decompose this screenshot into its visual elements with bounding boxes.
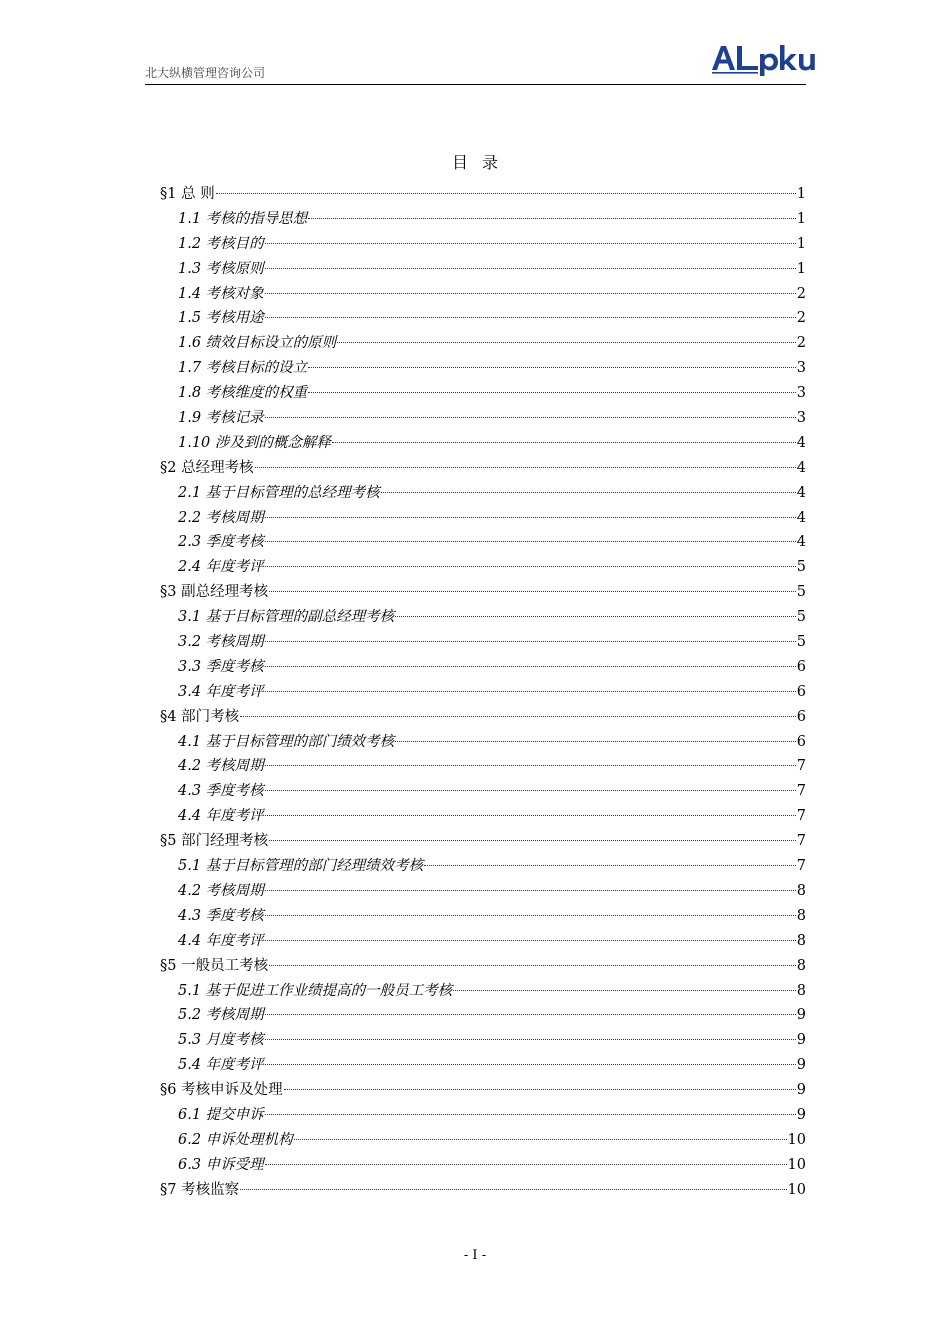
- toc-entry-page: 8: [796, 882, 806, 899]
- toc-entry-page: 2: [796, 335, 806, 352]
- toc-entry-page: 9: [796, 1057, 806, 1074]
- toc-entry-title: 4.1 基于目标管理的部门绩效考核: [178, 733, 395, 750]
- toc-section-entry[interactable]: [160, 555, 806, 580]
- toc-chapter-entry[interactable]: [160, 456, 806, 481]
- toc-section-entry[interactable]: [160, 879, 806, 904]
- toc-dot-leader: [294, 1139, 787, 1140]
- toc-title: 目录: [451, 153, 512, 172]
- toc-entry-page: 8: [796, 982, 806, 999]
- toc-entry-title: §7 考核监察: [160, 1181, 240, 1198]
- toc-entry-page: 8: [796, 932, 806, 949]
- toc-entry-title: 3.2 考核周期: [178, 634, 264, 651]
- toc-entry-page: 7: [796, 758, 806, 775]
- toc-entry-title: 3.3 季度考核: [178, 658, 264, 675]
- toc-entry-title: §5 部门经理考核: [160, 833, 269, 850]
- toc-dot-leader: [265, 691, 796, 692]
- toc-dot-leader: [265, 1014, 796, 1015]
- toc-entry-title: 1.9 考核记录: [178, 410, 264, 427]
- toc-dot-leader: [265, 517, 796, 518]
- toc-dot-leader: [424, 865, 796, 866]
- toc-entry-page: 3: [796, 360, 806, 377]
- toc-dot-leader: [265, 1039, 796, 1040]
- toc-dot-leader: [265, 566, 796, 567]
- toc-entry-title: 1.5 考核用途: [178, 310, 264, 327]
- toc-dot-leader: [265, 268, 796, 269]
- toc-entry-title: 6.2 申诉处理机构: [178, 1131, 293, 1148]
- toc-dot-leader: [269, 591, 796, 592]
- toc-entry-title: 2.4 年度考评: [178, 559, 264, 576]
- toc-entry-title: 6.1 提交申诉: [178, 1106, 264, 1123]
- toc-entry-page: 8: [796, 957, 806, 974]
- toc-dot-leader: [453, 990, 796, 991]
- toc-entry-page: 10: [787, 1131, 806, 1148]
- toc-entry-page: 1: [796, 260, 806, 277]
- toc-section-entry[interactable]: [160, 754, 806, 779]
- toc-section-entry[interactable]: [160, 331, 806, 356]
- toc-dot-leader: [255, 467, 796, 468]
- toc-entry-title: 4.4 年度考评: [178, 932, 264, 949]
- toc-dot-leader: [337, 342, 796, 343]
- toc-entry-page: 4: [796, 484, 806, 501]
- toc-entry-page: 3: [796, 410, 806, 427]
- toc-entry-title: 5.1 基于目标管理的部门经理绩效考核: [178, 858, 424, 875]
- toc-dot-leader: [395, 616, 796, 617]
- toc-entry-page: 5: [796, 559, 806, 576]
- toc-entry-page: 7: [796, 808, 806, 825]
- page-header: [145, 38, 806, 85]
- toc-section-entry[interactable]: [160, 356, 806, 381]
- toc-dot-leader: [395, 741, 796, 742]
- toc-chapter-entry[interactable]: [160, 1078, 806, 1103]
- toc-section-entry[interactable]: [160, 854, 806, 879]
- toc-dot-leader: [240, 1189, 786, 1190]
- toc-entry-page: 9: [796, 1106, 806, 1123]
- toc-section-entry[interactable]: [160, 1153, 806, 1178]
- alpku-logo: [710, 42, 822, 76]
- toc-entry-page: 1: [796, 210, 806, 227]
- toc-section-entry[interactable]: [160, 431, 806, 456]
- toc-entry-title: 1.6 绩效目标设立的原则: [178, 335, 337, 352]
- toc-section-entry[interactable]: [160, 481, 806, 506]
- toc-entry-page: 5: [796, 609, 806, 626]
- toc-dot-leader: [265, 1114, 796, 1115]
- toc-dot-leader: [240, 716, 796, 717]
- toc-dot-leader: [265, 765, 796, 766]
- toc-dot-leader: [308, 218, 796, 219]
- toc-entry-title: 4.3 季度考核: [178, 783, 264, 800]
- toc-chapter-entry[interactable]: [160, 580, 806, 605]
- toc-dot-leader: [265, 1064, 796, 1065]
- toc-entry-title: §5 一般员工考核: [160, 957, 269, 974]
- toc-section-entry[interactable]: [160, 506, 806, 531]
- toc-entry-page: 6: [796, 683, 806, 700]
- toc-entry-page: 2: [796, 285, 806, 302]
- toc-section-entry[interactable]: [160, 605, 806, 630]
- toc-entry-page: 10: [787, 1181, 806, 1198]
- toc-entry-title: 6.3 申诉受理: [178, 1156, 264, 1173]
- toc-entry-title: 1.1 考核的指导思想: [178, 210, 308, 227]
- toc-dot-leader: [265, 243, 796, 244]
- toc-section-entry[interactable]: [160, 1028, 806, 1053]
- toc-entry-page: 6: [796, 733, 806, 750]
- toc-chapter-entry[interactable]: [160, 182, 806, 207]
- toc-section-entry[interactable]: [160, 979, 806, 1004]
- toc-section-entry[interactable]: [160, 904, 806, 929]
- toc-entry-page: 9: [796, 1082, 806, 1099]
- toc-entry-page: 5: [796, 584, 806, 601]
- toc-section-entry[interactable]: [160, 406, 806, 431]
- toc-entry-title: 5.1 基于促进工作业绩提高的一般员工考核: [178, 982, 453, 999]
- toc-chapter-entry[interactable]: [160, 705, 806, 730]
- toc-entry-page: 4: [796, 459, 806, 476]
- toc-entry-title: 2.2 考核周期: [178, 509, 264, 526]
- toc-entry-title: §3 副总经理考核: [160, 584, 269, 601]
- toc-entry-page: 9: [796, 1032, 806, 1049]
- toc-entry-page: 8: [796, 907, 806, 924]
- toc-section-entry[interactable]: [160, 282, 806, 307]
- toc-section-entry[interactable]: [160, 630, 806, 655]
- toc-dot-leader: [308, 367, 796, 368]
- toc-entry-page: 4: [796, 509, 806, 526]
- toc-entry-page: 10: [787, 1156, 806, 1173]
- toc-section-entry[interactable]: [160, 207, 806, 232]
- toc-entry-page: 7: [796, 783, 806, 800]
- toc-section-entry[interactable]: [160, 730, 806, 755]
- toc-dot-leader: [265, 541, 796, 542]
- toc-dot-leader: [265, 666, 796, 667]
- page-number: - I -: [463, 1248, 487, 1263]
- toc-dot-leader: [265, 915, 796, 916]
- toc-entry-title: 1.10 涉及到的概念解释: [178, 434, 331, 451]
- toc-entry-title: 4.2 考核周期: [178, 882, 264, 899]
- toc-chapter-entry[interactable]: [160, 1178, 806, 1203]
- toc-chapter-entry[interactable]: [160, 954, 806, 979]
- toc-entry-page: 4: [796, 534, 806, 551]
- toc-entry-title: §6 考核申诉及处理: [160, 1082, 283, 1099]
- toc-dot-leader: [265, 890, 796, 891]
- toc-entry-page: 1: [796, 235, 806, 252]
- toc-dot-leader: [308, 392, 796, 393]
- toc-dot-leader: [332, 442, 796, 443]
- toc-entry-title: §2 总经理考核: [160, 459, 254, 476]
- toc-entry-title: 2.3 季度考核: [178, 534, 264, 551]
- toc-entry-title: 3.1 基于目标管理的副总经理考核: [178, 609, 395, 626]
- toc-section-entry[interactable]: [160, 779, 806, 804]
- toc-dot-leader: [269, 840, 796, 841]
- toc-entry-title: 4.3 季度考核: [178, 907, 264, 924]
- toc-entry-title: 5.3 月度考核: [178, 1032, 264, 1049]
- toc-dot-leader: [265, 790, 796, 791]
- toc-dot-leader: [265, 293, 796, 294]
- toc-section-entry[interactable]: [160, 232, 806, 257]
- toc-section-entry[interactable]: [160, 929, 806, 954]
- toc-entry-page: 2: [796, 310, 806, 327]
- toc-dot-leader: [381, 492, 796, 493]
- toc-dot-leader: [284, 1089, 796, 1090]
- toc-dot-leader: [265, 1164, 787, 1165]
- toc-dot-leader: [265, 317, 796, 318]
- toc-entry-title: §1 总 则: [160, 186, 215, 202]
- toc-dot-leader: [265, 815, 796, 816]
- toc-entry-title: 2.1 基于目标管理的总经理考核: [178, 484, 380, 501]
- toc-section-entry[interactable]: [160, 1003, 806, 1028]
- toc-entry-page: 6: [796, 658, 806, 675]
- toc-entry-page: 6: [796, 708, 806, 725]
- toc-chapter-entry[interactable]: [160, 829, 806, 854]
- toc-section-entry[interactable]: [160, 1053, 806, 1078]
- toc-entry-title: 1.2 考核目的: [178, 235, 264, 252]
- toc-entry-title: 4.2 考核周期: [178, 758, 264, 775]
- toc-section-entry[interactable]: [160, 1128, 806, 1153]
- toc-entry-page: 4: [796, 434, 806, 451]
- toc-entry-page: 7: [796, 858, 806, 875]
- toc-dot-leader: [269, 965, 796, 966]
- company-name: 北大纵横管理咨询公司: [145, 66, 266, 80]
- table-of-contents: [160, 182, 806, 1203]
- toc-entry-title: 1.7 考核目标的设立: [178, 360, 308, 377]
- toc-entry-title: §4 部门考核: [160, 708, 240, 725]
- toc-section-entry[interactable]: [160, 1103, 806, 1128]
- toc-entry-title: 4.4 年度考评: [178, 808, 264, 825]
- toc-section-entry[interactable]: [160, 680, 806, 705]
- toc-entry-title: 1.3 考核原则: [178, 260, 264, 277]
- toc-entry-title: 3.4 年度考评: [178, 683, 264, 700]
- toc-entry-page: 7: [796, 833, 806, 850]
- toc-section-entry[interactable]: [160, 381, 806, 406]
- toc-entry-title: 5.2 考核周期: [178, 1007, 264, 1024]
- toc-entry-title: 1.8 考核维度的权重: [178, 385, 308, 402]
- toc-section-entry[interactable]: [160, 257, 806, 282]
- toc-entry-title: 1.4 考核对象: [178, 285, 264, 302]
- toc-dot-leader: [265, 417, 796, 418]
- toc-section-entry[interactable]: [160, 655, 806, 680]
- toc-entry-page: 5: [796, 634, 806, 651]
- toc-section-entry[interactable]: [160, 530, 806, 555]
- toc-entry-page: 3: [796, 385, 806, 402]
- toc-entry-title: 5.4 年度考评: [178, 1057, 264, 1074]
- toc-section-entry[interactable]: [160, 306, 806, 331]
- toc-entry-page: 1: [796, 186, 806, 202]
- toc-entry-page: 9: [796, 1007, 806, 1024]
- toc-dot-leader: [265, 641, 796, 642]
- toc-dot-leader: [265, 940, 796, 941]
- toc-section-entry[interactable]: [160, 804, 806, 829]
- toc-dot-leader: [216, 193, 796, 194]
